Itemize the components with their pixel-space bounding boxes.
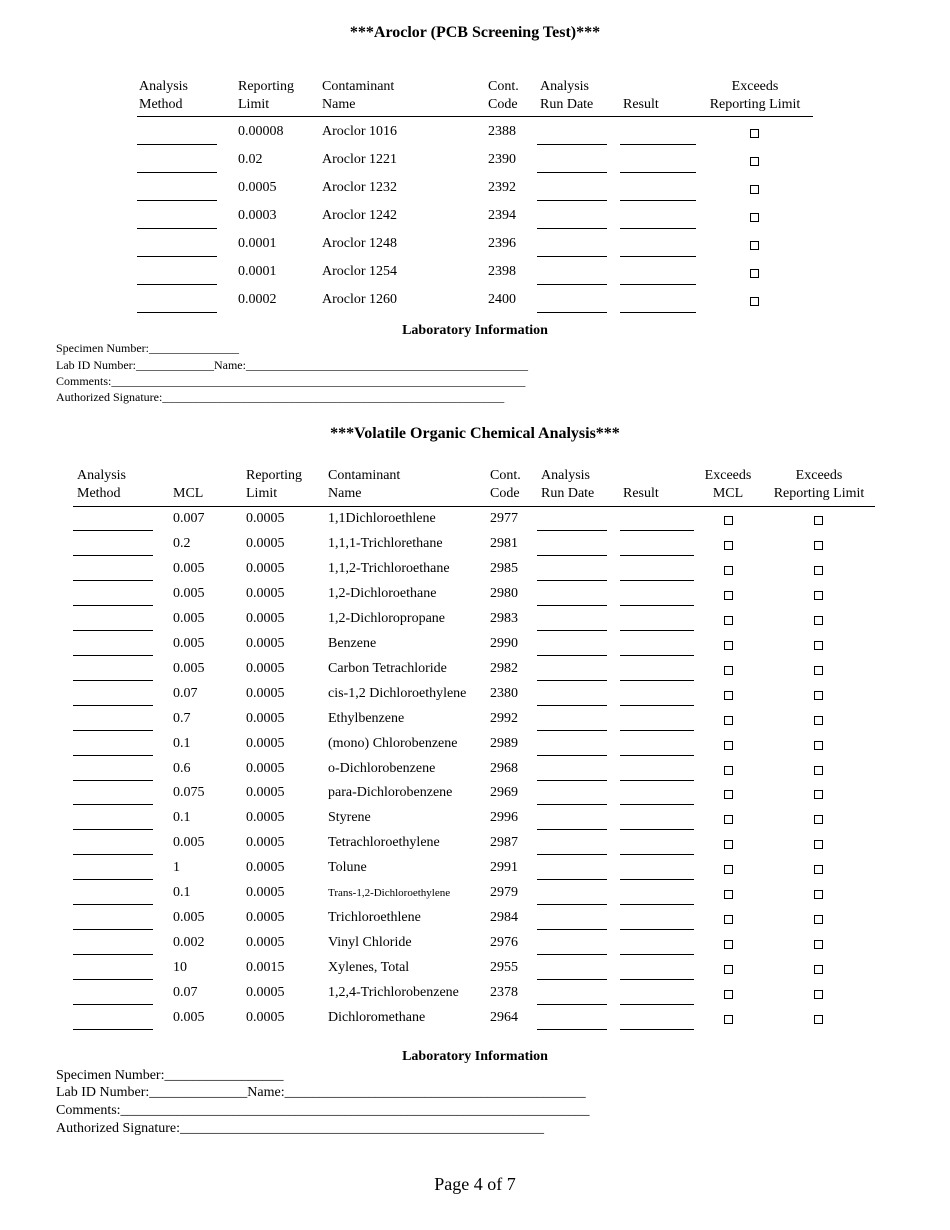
result-field[interactable] xyxy=(620,929,694,930)
voc-lab-title: Laboratory Information xyxy=(402,1049,548,1064)
analysis-method-field[interactable] xyxy=(73,780,153,781)
cont-code: 2990 xyxy=(490,635,518,651)
exceeds-mcl-checkbox[interactable] xyxy=(724,516,733,525)
exceeds-mcl-checkbox[interactable] xyxy=(724,990,733,999)
analysis-method-field[interactable] xyxy=(73,630,153,631)
contaminant-name: Vinyl Chloride xyxy=(328,935,412,951)
run-date-field[interactable] xyxy=(537,804,607,805)
contaminant-name: Trichloroethlene xyxy=(328,910,421,926)
reporting-limit-value: 0.0005 xyxy=(246,1010,285,1025)
contaminant-name: 1,2,4-Trichlorobenzene xyxy=(328,985,459,1001)
contaminant-name: Aroclor 1232 xyxy=(322,180,398,195)
contaminant-name: Aroclor 1254 xyxy=(322,264,398,279)
analysis-method-field[interactable] xyxy=(73,655,153,656)
result-field[interactable] xyxy=(620,755,694,756)
voc-lab-id-name[interactable]: Lab ID Number:______________Name:___________________________________________ xyxy=(56,1085,586,1100)
exceeds-reporting-limit-checkbox[interactable] xyxy=(814,990,823,999)
result-field[interactable] xyxy=(620,228,696,229)
exceeds-reporting-limit-checkbox[interactable] xyxy=(814,766,823,775)
mcl-value: 0.1 xyxy=(173,735,191,751)
mcl-value: 0.1 xyxy=(173,885,191,901)
reporting-limit-value: 0.0005 xyxy=(246,511,285,526)
exceeds-reporting-limit-checkbox[interactable] xyxy=(750,297,759,306)
aroclor-header-analysis-method: Analysis Method xyxy=(139,79,188,112)
mcl-value: 0.005 xyxy=(173,635,205,651)
exceeds-mcl-checkbox[interactable] xyxy=(724,741,733,750)
exceeds-mcl-checkbox[interactable] xyxy=(724,1015,733,1024)
run-date-field[interactable] xyxy=(537,605,607,606)
analysis-method-field[interactable] xyxy=(73,705,153,706)
aroclor-header-cont-code: Cont. Code xyxy=(488,79,519,112)
contaminant-name: Ethylbenzene xyxy=(328,710,405,726)
analysis-method-field[interactable] xyxy=(137,172,217,173)
exceeds-reporting-limit-checkbox[interactable] xyxy=(814,691,823,700)
run-date-field[interactable] xyxy=(537,172,607,173)
exceeds-reporting-limit-checkbox[interactable] xyxy=(814,516,823,525)
exceeds-reporting-limit-checkbox[interactable] xyxy=(814,965,823,974)
mcl-value: 0.07 xyxy=(173,685,198,701)
run-date-field[interactable] xyxy=(537,904,607,905)
run-date-field[interactable] xyxy=(537,730,607,731)
reporting-limit-value: 0.0001 xyxy=(238,264,277,279)
exceeds-reporting-limit-checkbox[interactable] xyxy=(814,616,823,625)
analysis-method-field[interactable] xyxy=(137,228,217,229)
analysis-method-field[interactable] xyxy=(73,929,153,930)
mcl-value: 0.2 xyxy=(173,535,191,551)
cont-code: 2991 xyxy=(490,860,518,876)
reporting-limit-value: 0.0003 xyxy=(238,208,277,223)
cont-code: 2380 xyxy=(490,685,518,701)
exceeds-reporting-limit-checkbox[interactable] xyxy=(814,940,823,949)
mcl-value: 0.005 xyxy=(173,660,205,676)
run-date-field[interactable] xyxy=(537,979,607,980)
reporting-limit-value: 0.0005 xyxy=(246,585,285,601)
exceeds-reporting-limit-checkbox[interactable] xyxy=(814,865,823,874)
reporting-limit-value: 0.02 xyxy=(238,152,263,167)
mcl-value: 0.002 xyxy=(173,935,205,951)
cont-code: 2394 xyxy=(488,208,516,223)
analysis-method-field[interactable] xyxy=(73,954,153,955)
exceeds-mcl-checkbox[interactable] xyxy=(724,641,733,650)
cont-code: 2977 xyxy=(490,511,518,526)
result-field[interactable] xyxy=(620,1004,694,1005)
exceeds-reporting-limit-checkbox[interactable] xyxy=(814,915,823,924)
analysis-method-field[interactable] xyxy=(137,144,217,145)
run-date-field[interactable] xyxy=(537,312,607,313)
reporting-limit-value: 0.0005 xyxy=(246,935,285,951)
result-field[interactable] xyxy=(620,312,696,313)
run-date-field[interactable] xyxy=(537,530,607,531)
exceeds-mcl-checkbox[interactable] xyxy=(724,541,733,550)
analysis-method-field[interactable] xyxy=(73,530,153,531)
voc-header-rule xyxy=(73,506,875,507)
contaminant-name: Aroclor 1242 xyxy=(322,208,398,223)
mcl-value: 0.005 xyxy=(173,910,205,926)
analysis-method-field[interactable] xyxy=(73,979,153,980)
voc-header-contaminant-name: Contaminant Name xyxy=(328,468,401,501)
reporting-limit-value: 0.0005 xyxy=(246,910,285,926)
run-date-field[interactable] xyxy=(537,879,607,880)
result-field[interactable] xyxy=(620,1029,694,1030)
cont-code: 2968 xyxy=(490,760,518,776)
run-date-field[interactable] xyxy=(537,256,607,257)
exceeds-mcl-checkbox[interactable] xyxy=(724,890,733,899)
reporting-limit-value: 0.0005 xyxy=(246,610,285,626)
exceeds-reporting-limit-checkbox[interactable] xyxy=(750,157,759,166)
aroclor-header-run-date: Analysis Run Date xyxy=(540,79,594,112)
contaminant-name: (mono) Chlorobenzene xyxy=(328,735,458,751)
voc-header-result: Result xyxy=(623,486,659,501)
exceeds-reporting-limit-checkbox[interactable] xyxy=(814,716,823,725)
analysis-method-field[interactable] xyxy=(73,1004,153,1005)
reporting-limit-value: 0.0005 xyxy=(246,735,285,751)
reporting-limit-value: 0.0005 xyxy=(246,685,285,701)
analysis-method-field[interactable] xyxy=(73,1029,153,1030)
result-field[interactable] xyxy=(620,284,696,285)
exceeds-reporting-limit-checkbox[interactable] xyxy=(814,666,823,675)
result-field[interactable] xyxy=(620,530,694,531)
run-date-field[interactable] xyxy=(537,705,607,706)
result-field[interactable] xyxy=(620,979,694,980)
voc-header-exceeds-reporting-limit: Exceeds Reporting Limit xyxy=(773,468,865,501)
cont-code: 2987 xyxy=(490,835,518,851)
cont-code: 2955 xyxy=(490,960,518,976)
contaminant-name: Aroclor 1221 xyxy=(322,152,398,167)
exceeds-mcl-checkbox[interactable] xyxy=(724,790,733,799)
reporting-limit-value: 0.0015 xyxy=(246,960,285,976)
analysis-method-field[interactable] xyxy=(73,804,153,805)
mcl-value: 0.005 xyxy=(173,560,205,576)
cont-code: 2982 xyxy=(490,660,518,676)
voc-header-analysis-method: Analysis Method xyxy=(77,468,126,501)
cont-code: 2964 xyxy=(490,1010,518,1025)
reporting-limit-value: 0.0005 xyxy=(246,860,285,876)
voc-header-run-date: Analysis Run Date xyxy=(541,468,595,501)
reporting-limit-value: 0.0005 xyxy=(246,985,285,1001)
aroclor-title: ***Aroclor (PCB Screening Test)*** xyxy=(349,24,601,41)
reporting-limit-value: 0.0005 xyxy=(246,535,285,551)
exceeds-mcl-checkbox[interactable] xyxy=(724,940,733,949)
analysis-method-field[interactable] xyxy=(73,904,153,905)
reporting-limit-value: 0.0005 xyxy=(246,660,285,676)
aroclor-lab-title: Laboratory Information xyxy=(402,323,548,338)
cont-code: 2390 xyxy=(488,152,516,167)
analysis-method-field[interactable] xyxy=(137,200,217,201)
cont-code: 2396 xyxy=(488,236,516,251)
analysis-method-field[interactable] xyxy=(73,755,153,756)
contaminant-name: para-Dichlorobenzene xyxy=(328,785,453,801)
result-field[interactable] xyxy=(620,144,696,145)
cont-code: 2969 xyxy=(490,785,518,801)
analysis-method-field[interactable] xyxy=(73,854,153,855)
cont-code: 2400 xyxy=(488,292,516,307)
exceeds-reporting-limit-checkbox[interactable] xyxy=(814,566,823,575)
exceeds-reporting-limit-checkbox[interactable] xyxy=(814,641,823,650)
result-field[interactable] xyxy=(620,854,694,855)
cont-code: 2979 xyxy=(490,885,518,901)
contaminant-name: Aroclor 1016 xyxy=(322,124,398,139)
contaminant-name: Tetrachloroethylene xyxy=(328,835,440,851)
result-field[interactable] xyxy=(620,555,694,556)
result-field[interactable] xyxy=(620,680,694,681)
voc-specimen-number[interactable]: Specimen Number:_________________ xyxy=(56,1068,284,1083)
aroclor-header-contaminant-name: Contaminant Name xyxy=(322,79,395,112)
aroclor-header-reporting-limit: Reporting Limit xyxy=(238,79,294,112)
cont-code: 2976 xyxy=(490,935,518,951)
contaminant-name: Aroclor 1248 xyxy=(322,236,398,251)
mcl-value: 0.005 xyxy=(173,835,205,851)
result-field[interactable] xyxy=(620,804,694,805)
contaminant-name: 1,1,2-Trichloroethane xyxy=(328,560,450,576)
mcl-value: 0.007 xyxy=(173,511,205,526)
result-field[interactable] xyxy=(620,780,694,781)
run-date-field[interactable] xyxy=(537,555,607,556)
exceeds-reporting-limit-checkbox[interactable] xyxy=(750,213,759,222)
analysis-method-field[interactable] xyxy=(73,555,153,556)
cont-code: 2388 xyxy=(488,124,516,139)
analysis-method-field[interactable] xyxy=(73,879,153,880)
voc-header-reporting-limit: Reporting Limit xyxy=(246,468,302,501)
analysis-method-field[interactable] xyxy=(137,312,217,313)
contaminant-name: 1,2-Dichloropropane xyxy=(328,610,446,626)
cont-code: 2992 xyxy=(490,710,518,726)
result-field[interactable] xyxy=(620,954,694,955)
analysis-method-field[interactable] xyxy=(73,580,153,581)
result-field[interactable] xyxy=(620,655,694,656)
run-date-field[interactable] xyxy=(537,1004,607,1005)
contaminant-name: Aroclor 1260 xyxy=(322,292,398,307)
reporting-limit-value: 0.0005 xyxy=(246,785,285,801)
aroclor-header-exceeds-reporting-limit: Exceeds Reporting Limit xyxy=(709,79,801,112)
reporting-limit-value: 0.0005 xyxy=(238,180,277,195)
cont-code: 2392 xyxy=(488,180,516,195)
exceeds-reporting-limit-checkbox[interactable] xyxy=(750,269,759,278)
analysis-method-field[interactable] xyxy=(137,256,217,257)
exceeds-mcl-checkbox[interactable] xyxy=(724,591,733,600)
exceeds-reporting-limit-checkbox[interactable] xyxy=(750,185,759,194)
mcl-value: 0.1 xyxy=(173,810,191,826)
contaminant-name: Benzene xyxy=(328,635,377,651)
mcl-value: 0.07 xyxy=(173,985,198,1001)
result-field[interactable] xyxy=(620,630,694,631)
exceeds-reporting-limit-checkbox[interactable] xyxy=(814,840,823,849)
contaminant-name: Trans-1,2-Dichloroethylene xyxy=(328,887,451,900)
result-field[interactable] xyxy=(620,730,694,731)
exceeds-mcl-checkbox[interactable] xyxy=(724,616,733,625)
result-field[interactable] xyxy=(620,580,694,581)
mcl-value: 1 xyxy=(173,860,180,876)
contaminant-name: o-Dichlorobenzene xyxy=(328,760,436,776)
mcl-value: 0.005 xyxy=(173,610,205,626)
exceeds-reporting-limit-checkbox[interactable] xyxy=(814,591,823,600)
reporting-limit-value: 0.0005 xyxy=(246,760,285,776)
result-field[interactable] xyxy=(620,256,696,257)
voc-header-exceeds-mcl: Exceeds MCL xyxy=(704,468,752,501)
exceeds-reporting-limit-checkbox[interactable] xyxy=(814,741,823,750)
reporting-limit-value: 0.0005 xyxy=(246,810,285,826)
cont-code: 2996 xyxy=(490,810,518,826)
contaminant-name: Tolune xyxy=(328,860,367,876)
run-date-field[interactable] xyxy=(537,630,607,631)
contaminant-name: Xylenes, Total xyxy=(328,960,410,976)
run-date-field[interactable] xyxy=(537,780,607,781)
page-number: Page 4 of 7 xyxy=(434,1174,516,1194)
cont-code: 2398 xyxy=(488,264,516,279)
exceeds-mcl-checkbox[interactable] xyxy=(724,691,733,700)
run-date-field[interactable] xyxy=(537,954,607,955)
cont-code: 2980 xyxy=(490,585,518,601)
cont-code: 2989 xyxy=(490,735,518,751)
contaminant-name: Carbon Tetrachloride xyxy=(328,660,447,676)
contaminant-name: 1,2-Dichloroethane xyxy=(328,585,437,601)
analysis-method-field[interactable] xyxy=(73,829,153,830)
exceeds-reporting-limit-checkbox[interactable] xyxy=(814,1015,823,1024)
aroclor-comments[interactable]: Comments:_____________________________________________________________________ xyxy=(56,374,526,388)
contaminant-name: 1,1,1-Trichlorethane xyxy=(328,535,443,551)
reporting-limit-value: 0.0005 xyxy=(246,835,285,851)
result-field[interactable] xyxy=(620,879,694,880)
result-field[interactable] xyxy=(620,904,694,905)
exceeds-reporting-limit-checkbox[interactable] xyxy=(814,541,823,550)
run-date-field[interactable] xyxy=(537,1029,607,1030)
contaminant-name: cis-1,2 Dichloroethylene xyxy=(328,685,467,701)
reporting-limit-value: 0.0005 xyxy=(246,885,285,901)
mcl-value: 0.075 xyxy=(173,785,205,801)
analysis-method-field[interactable] xyxy=(137,284,217,285)
run-date-field[interactable] xyxy=(537,829,607,830)
contaminant-name: 1,1Dichloroethlene xyxy=(328,511,436,526)
exceeds-mcl-checkbox[interactable] xyxy=(724,766,733,775)
aroclor-specimen-number[interactable]: Specimen Number:_______________ xyxy=(56,341,239,355)
mcl-value: 10 xyxy=(173,960,187,976)
run-date-field[interactable] xyxy=(537,755,607,756)
cont-code: 2981 xyxy=(490,535,518,551)
exceeds-reporting-limit-checkbox[interactable] xyxy=(750,241,759,250)
exceeds-mcl-checkbox[interactable] xyxy=(724,865,733,874)
exceeds-mcl-checkbox[interactable] xyxy=(724,815,733,824)
exceeds-reporting-limit-checkbox[interactable] xyxy=(814,815,823,824)
run-date-field[interactable] xyxy=(537,929,607,930)
run-date-field[interactable] xyxy=(537,854,607,855)
result-field[interactable] xyxy=(620,829,694,830)
contaminant-name: Dichloromethane xyxy=(328,1010,426,1025)
exceeds-mcl-checkbox[interactable] xyxy=(724,566,733,575)
exceeds-reporting-limit-checkbox[interactable] xyxy=(814,890,823,899)
cont-code: 2984 xyxy=(490,910,518,926)
result-field[interactable] xyxy=(620,605,694,606)
analysis-method-field[interactable] xyxy=(73,605,153,606)
voc-header-cont-code: Cont. Code xyxy=(490,468,521,501)
reporting-limit-value: 0.00008 xyxy=(238,124,284,139)
exceeds-mcl-checkbox[interactable] xyxy=(724,840,733,849)
exceeds-mcl-checkbox[interactable] xyxy=(724,915,733,924)
voc-authorized-signature[interactable]: Authorized Signature:____________________________________________________ xyxy=(56,1121,545,1136)
cont-code: 2378 xyxy=(490,985,518,1001)
aroclor-header-rule xyxy=(137,116,813,117)
voc-title: ***Volatile Organic Chemical Analysis*** xyxy=(330,425,620,442)
reporting-limit-value: 0.0005 xyxy=(246,560,285,576)
cont-code: 2985 xyxy=(490,560,518,576)
exceeds-mcl-checkbox[interactable] xyxy=(724,716,733,725)
run-date-field[interactable] xyxy=(537,580,607,581)
analysis-method-field[interactable] xyxy=(73,730,153,731)
exceeds-reporting-limit-checkbox[interactable] xyxy=(750,129,759,138)
run-date-field[interactable] xyxy=(537,200,607,201)
mcl-value: 0.6 xyxy=(173,760,191,776)
aroclor-lab-id-name[interactable]: Lab ID Number:_____________Name:_______________________________________________ xyxy=(56,358,528,372)
run-date-field[interactable] xyxy=(537,680,607,681)
run-date-field[interactable] xyxy=(537,655,607,656)
reporting-limit-value: 0.0002 xyxy=(238,292,277,307)
cont-code: 2983 xyxy=(490,610,518,626)
voc-comments[interactable]: Comments:___________________________________________________________________ xyxy=(56,1103,590,1118)
result-field[interactable] xyxy=(620,200,696,201)
exceeds-mcl-checkbox[interactable] xyxy=(724,965,733,974)
aroclor-header-result: Result xyxy=(623,97,659,112)
mcl-value: 0.7 xyxy=(173,710,191,726)
run-date-field[interactable] xyxy=(537,228,607,229)
reporting-limit-value: 0.0005 xyxy=(246,710,285,726)
mcl-value: 0.005 xyxy=(173,1010,205,1025)
contaminant-name: Styrene xyxy=(328,810,371,826)
result-field[interactable] xyxy=(620,172,696,173)
voc-header-mcl: MCL xyxy=(173,486,204,501)
exceeds-mcl-checkbox[interactable] xyxy=(724,666,733,675)
mcl-value: 0.005 xyxy=(173,585,205,601)
reporting-limit-value: 0.0001 xyxy=(238,236,277,251)
analysis-method-field[interactable] xyxy=(73,680,153,681)
run-date-field[interactable] xyxy=(537,284,607,285)
aroclor-authorized-signature[interactable]: Authorized Signature:_________________________________________________________ xyxy=(56,390,505,404)
run-date-field[interactable] xyxy=(537,144,607,145)
exceeds-reporting-limit-checkbox[interactable] xyxy=(814,790,823,799)
result-field[interactable] xyxy=(620,705,694,706)
reporting-limit-value: 0.0005 xyxy=(246,635,285,651)
